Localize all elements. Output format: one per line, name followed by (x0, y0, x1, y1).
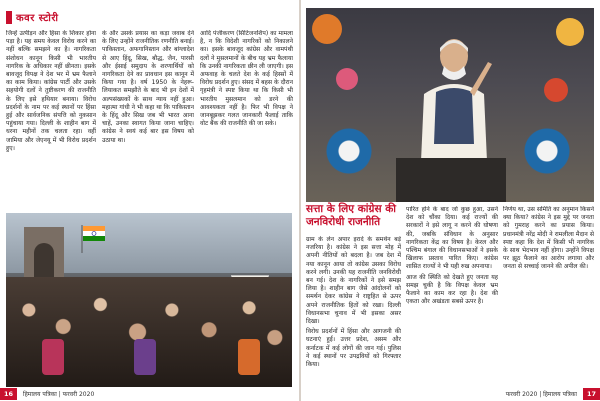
right-column-2-text: पारित होने के बाद जो कुछ हुआ, उसने देश को चौंका दिया। कई राज्यों की सरकारों ने इसे लागू न करने की घोषणा की, जबकि संविधान के अनुसार नागरिकता केंद्र का विषय है। केरल और पश्चिम बंगाल की विधानसभाओं ने इसके खिलाफ प्रस्ताव पारित किए। कांग्रेस शासित राज्यों ने भी यही रुख अपनाया। (406, 206, 498, 271)
right-column-1-text: ग्राम के लेन अपार इरादे के समर्थन बड़े नजरिया है। कांग्रेस ने इस सत्ता मोह में अपनी नीतियों को बदला है। जब देश में नया कानून आया तो कांग्रेस उसका विरोध करने लगी। उनकी यह राजनीति जनविरोधी बन गई। देश के नागरिकों ने इसे समझ लिया है। शाहीन बाग जैसे आंदोलनों को समर्थन देकर कांग्रेस ने राष्ट्रहित से ऊपर अपने राजनीतिक हितों को रखा। दिल्ली विधानसभा चुनाव में भी इसका असर दिखा। (306, 236, 401, 326)
lotus-emblem-icon (524, 128, 570, 174)
right-column-2-text-b: आज की स्थिति को देखते हुए जनता यह समझ चुकी है कि विपक्ष केवल भ्रम फैलाने का काम कर रहा है। देश की एकता और अखंडता सबसे ऊपर है। (406, 273, 498, 306)
left-footer (0, 386, 300, 401)
right-page-number: 17 (583, 388, 600, 400)
left-page-number: 16 (0, 388, 17, 400)
right-column-3 (503, 206, 594, 384)
headline-line-1: सत्ता के लिए कांग्रेस की (306, 203, 396, 215)
lotus-emblem-icon (326, 128, 372, 174)
flag-icon (80, 223, 110, 253)
left-column-3-text: आदि पंजीकरण (सिटिजनशिप) का मामला है, न कि विदेशी नागरिकों को निकालने का। इसके बावजूद कांग्रेस और वामपंथी दलों ने मुसलमानों के बीच यह भ्रम फैलाया कि उनकी नागरिकता छीन ली जाएगी। इस अफवाह के चलते देश के कई हिस्सों में विरोध प्रदर्शन हुए। संसद में बहस के दौरान गृहमंत्री ने स्पष्ट किया था कि किसी भी भारतीय मुसलमान को डरने की आवश्यकता नहीं है। फिर भी विपक्ष ने जानबूझकर गलत जानकारी फैलाई ताकि वोट बैंक की राजनीति की जा सके। (200, 30, 293, 128)
left-column-1 (6, 30, 96, 210)
section-tag-label: कवर स्टोरी (16, 13, 59, 24)
left-footer-text: हिमालय पत्रिका | फरवरी 2020 (23, 390, 95, 398)
headline-line-2: जनविरोधी राजनीति (306, 216, 381, 228)
section-tag (6, 10, 59, 24)
left-column-2 (102, 30, 194, 210)
left-column-3 (200, 30, 293, 210)
section-marker (6, 11, 12, 24)
article-headline (306, 203, 401, 229)
left-column-2-text: के और उसके प्रयास का कड़ा जवाब देने के लिए उन्होंने राजनीतिक रणनीति बनाई। पाकिस्तान, अफगानिस्तान और बांग्लादेश से आए हिंदू, सिख, बौद्ध, जैन, पारसी और ईसाई समुदाय के शरणार्थियों को नागरिकता देने का प्रावधान इस कानून में किया गया है। वर्ष 1950 के नेहरू-लियाकत समझौते के बाद भी इन देशों में अल्पसंख्यकों के साथ न्याय नहीं हुआ। महात्मा गांधी ने भी कहा था कि पाकिस्तान के हिंदू और सिख जब भी भारत आना चाहें, उनका स्वागत किया जाना चाहिए। कांग्रेस ने स्वयं कई बार इस विषय को उठाया था। (102, 30, 194, 144)
right-column-3-text: निर्णय था, उस समिति का अनुमान किसने क्या किया? कांग्रेस ने इस मुद्दे पर जनता को गुमराह करने का प्रयास किया। प्रधानमंत्री नरेंद्र मोदी ने रामलीला मैदान से स्पष्ट कहा कि देश में किसी भी नागरिक के साथ भेदभाव नहीं होगा। उन्होंने विपक्ष पर झूठ फैलाने का आरोप लगाया और जनता से सच्चाई जानने की अपील की। (503, 206, 594, 271)
right-footer-text: फरवरी 2020 | हिमालय पत्रिका (505, 390, 577, 398)
right-column-2 (406, 206, 498, 384)
right-column-1 (306, 236, 401, 384)
protest-photo (6, 213, 292, 387)
rally-photo (306, 8, 594, 202)
page-gutter (299, 0, 301, 401)
right-column-1-text-b: विरोध प्रदर्शनों में हिंसा और आगजनी की घटनाएं हुईं। उत्तर प्रदेश, असम और कर्नाटक में कई लोगों की जान गई। पुलिस ने कई स्थानों पर उपद्रवियों को गिरफ्तार किया। (306, 328, 401, 369)
right-footer (300, 386, 600, 401)
podium (396, 158, 506, 202)
left-column-1-text: जिन्हें उत्पीड़न और हिंसा के शिकार होना पड़ा है। यह समय केवल विरोध करने का नहीं बल्कि समझने का है। नागरिकता संशोधन कानून किसी भी भारतीय नागरिक के अधिकार नहीं छीनता। इसके बावजूद विपक्ष ने देश भर में भ्रम फैलाने का काम किया। कांग्रेस पार्टी और उसके सहयोगी दलों ने तुष्टीकरण की राजनीति के लिए इसे हथियार बनाया। विरोध प्रदर्शनों के नाम पर कई स्थानों पर हिंसा हुई और सार्वजनिक संपत्ति को नुकसान पहुंचाया गया। दिल्ली के शाहीन बाग में धरना महीनों तक चलता रहा। वहीं जामिया और जेएनयू में भी विरोध प्रदर्शन हुए। (6, 30, 96, 152)
